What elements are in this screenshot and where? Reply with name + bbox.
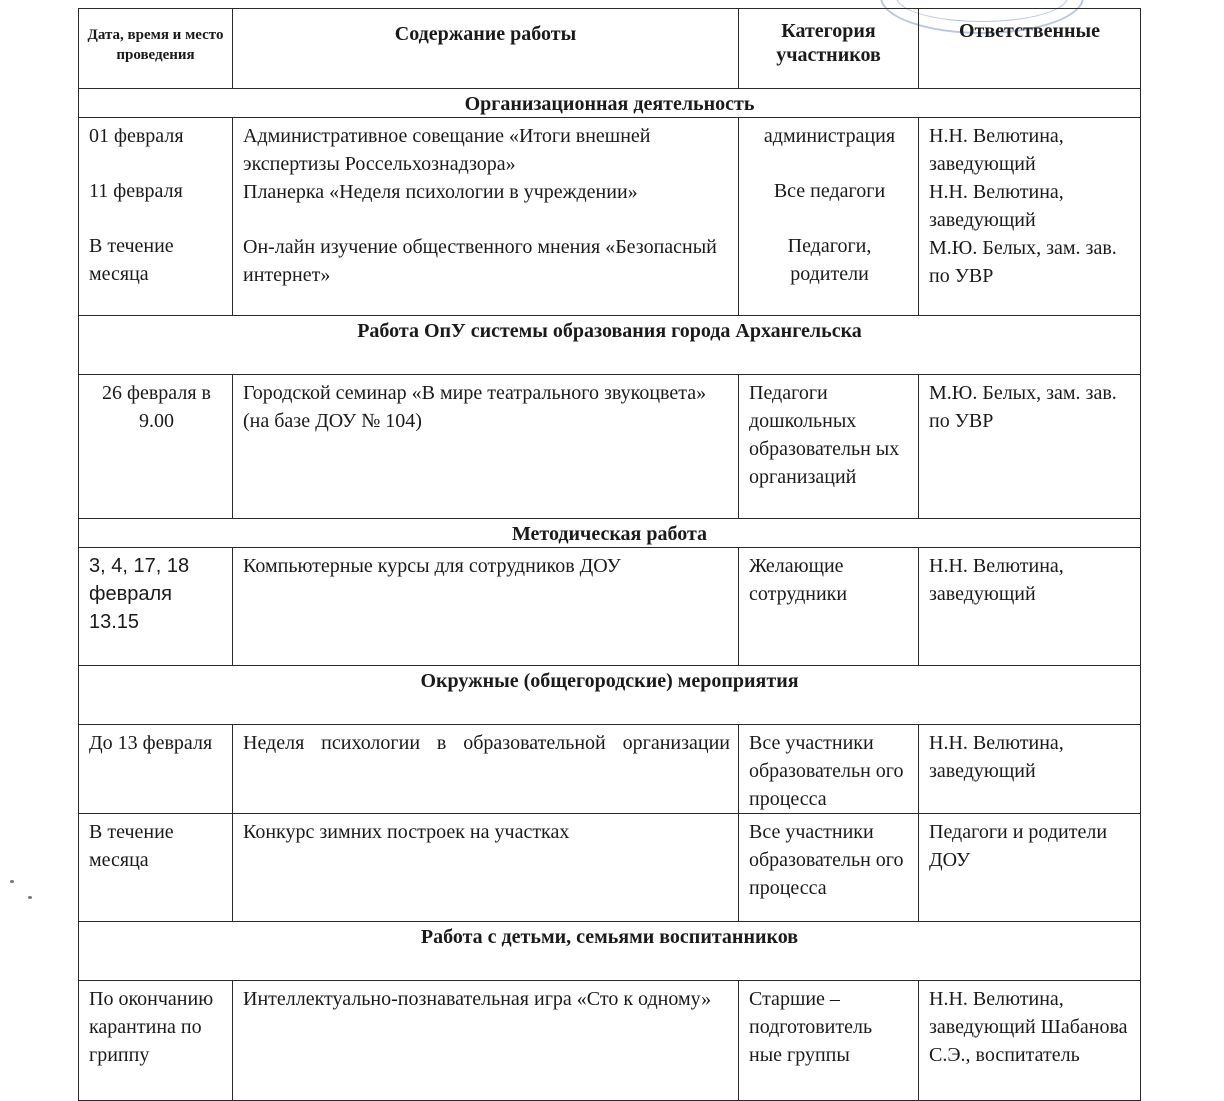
content-line: Он-лайн изучение общественного мнения «Безопасный интернет»: [243, 236, 717, 286]
plan-document: [78, 8, 1141, 1101]
header-category: Категория участников: [739, 9, 919, 89]
table-row: [79, 725, 1141, 814]
header-responsible: Ответственные: [919, 9, 1141, 89]
header-content: Содержание работы: [233, 9, 739, 89]
content-cell: Неделя психологии в образовательной организации: [233, 725, 739, 814]
responsible-cell: [919, 118, 1141, 316]
section-title: Работа с детьми, семьями воспитанников: [79, 922, 1141, 981]
section-title: Организационная деятельность: [79, 89, 1141, 118]
table-row: [79, 548, 1141, 666]
content-cell: Компьютерные курсы для сотрудников ДОУ: [233, 548, 739, 666]
scan-speck: [10, 880, 14, 883]
responsible-line: Н.Н. Велютина, заведующий: [929, 181, 1064, 231]
responsible-line: Н.Н. Велютина, заведующий: [929, 125, 1064, 175]
content-cell: Интеллектуально-познавательная игра «Сто к одному»: [233, 981, 739, 1101]
category-cell: [739, 118, 919, 316]
content-line: Административное совещание «Итоги внешней экспертизы Россельхознадзора»: [243, 125, 651, 175]
date-line: 11 февраля: [89, 180, 183, 202]
responsible-cell: М.Ю. Белых, зам. зав. по УВР: [919, 375, 1141, 519]
date-line: В течение месяца: [89, 235, 174, 285]
responsible-cell: Н.Н. Велютина, заведующий: [919, 725, 1141, 814]
responsible-cell: Н.Н. Велютина, заведующий Шабанова С.Э., воспитатель: [919, 981, 1141, 1101]
category-cell: Все участники образовательн ого процесса: [739, 814, 919, 922]
section-row: [79, 922, 1141, 981]
category-line: администрация: [763, 125, 896, 147]
section-row: [79, 89, 1141, 118]
table-row: [79, 981, 1141, 1101]
date-cell: 26 февраля в 9.00: [79, 375, 233, 519]
section-title: Методическая работа: [79, 519, 1141, 548]
responsible-cell: Н.Н. Велютина, заведующий: [919, 548, 1141, 666]
section-title: Окружные (общегородские) мероприятия: [79, 666, 1141, 725]
responsible-cell: Педагоги и родители ДОУ: [919, 814, 1141, 922]
date-cell: [79, 118, 233, 316]
section-row: [79, 666, 1141, 725]
header-date: Дата, время и место проведения: [79, 9, 233, 89]
table-row: [79, 118, 1141, 316]
category-cell: Педагоги дошкольных образовательн ых организаций: [739, 375, 919, 519]
content-cell: [233, 118, 739, 316]
scan-speck: [28, 896, 32, 899]
section-row: [79, 316, 1141, 375]
category-cell: Старшие – подготовитель ные группы: [739, 981, 919, 1101]
table-row: [79, 814, 1141, 922]
section-title: Работа ОпУ системы образования города Архангельска: [79, 316, 1141, 375]
category-line: Все педагоги: [773, 180, 886, 202]
plan-table: [78, 8, 1141, 1101]
responsible-line: М.Ю. Белых, зам. зав. по УВР: [929, 237, 1117, 287]
content-cell: Конкурс зимних построек на участках: [233, 814, 739, 922]
date-line: 01 февраля: [89, 125, 184, 147]
date-cell: По окончанию карантина по гриппу: [79, 981, 233, 1101]
header-row: [79, 9, 1141, 89]
date-cell: В течение месяца: [79, 814, 233, 922]
section-row: [79, 519, 1141, 548]
category-cell: Желающие сотрудники: [739, 548, 919, 666]
category-cell: Все участники образовательн ого процесса: [739, 725, 919, 814]
content-line: Планерка «Неделя психологии в учреждении»: [243, 181, 638, 203]
date-cell: 3, 4, 17, 18 февраля 13.15: [79, 548, 233, 666]
content-cell: Городской семинар «В мире театрального звукоцвета» (на базе ДОУ № 104): [233, 375, 739, 519]
category-line: Педагоги, родители: [787, 235, 872, 285]
table-row: [79, 375, 1141, 519]
date-cell: До 13 февраля: [79, 725, 233, 814]
